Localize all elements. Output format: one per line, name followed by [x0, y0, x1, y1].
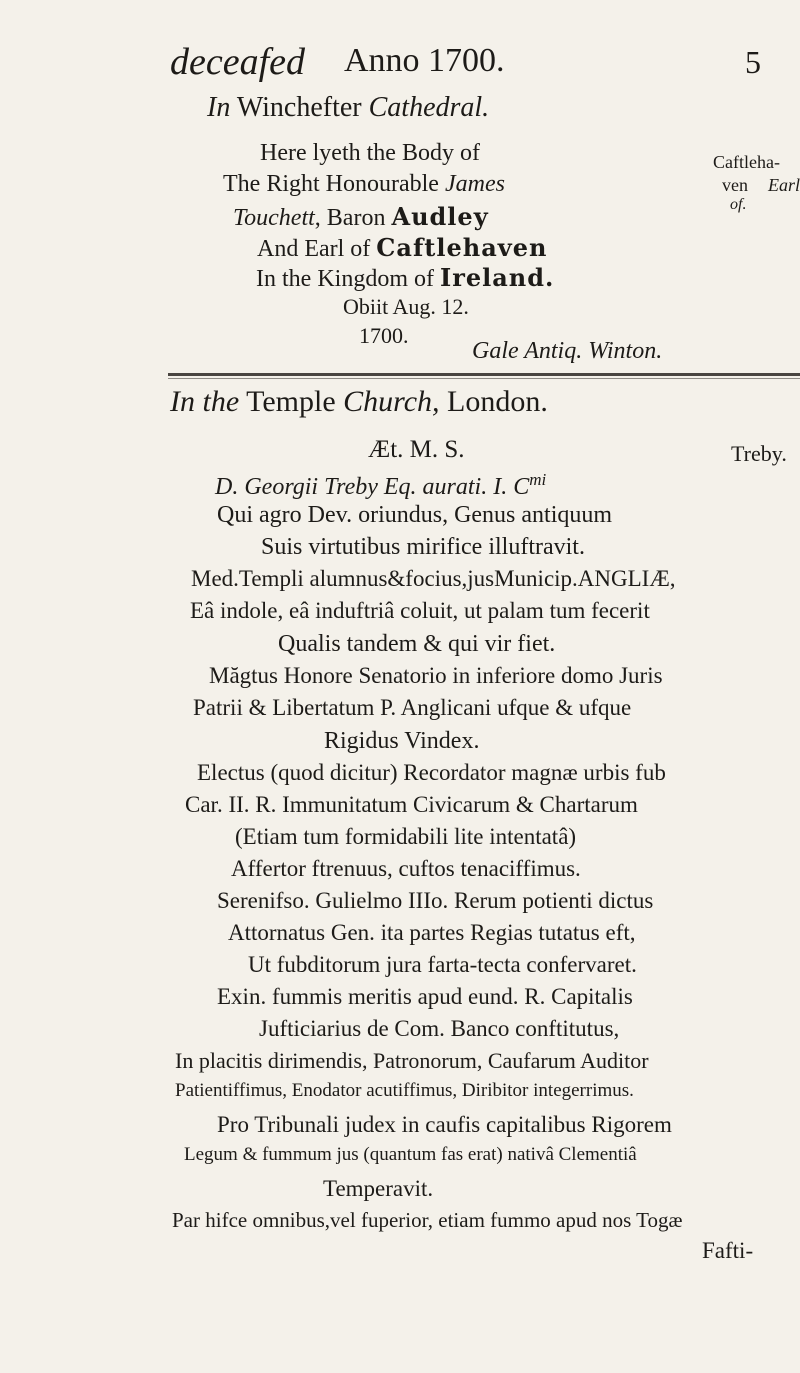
epitaph2-line-2 — [215, 470, 546, 501]
epitaph2-line-12: Car. II. R. Immunitatum Civicarum & Chartarum — [185, 792, 638, 817]
epitaph2-line-9: Patrii & Libertatum P. Anglicani ufque & ufque — [193, 695, 632, 720]
section2-heading-temple: Temple — [246, 385, 336, 418]
margin-note-4: of. — [730, 196, 747, 213]
section-divider — [168, 373, 800, 376]
epitaph1-line-1-text: Here lyeth the Body of — [260, 140, 480, 166]
epitaph2-line-19: Jufticiarius de Com. Banco conftitutus, — [259, 1016, 620, 1041]
epitaph1-line-7-text: 1700. — [359, 323, 409, 348]
epitaph1-line-7 — [359, 323, 409, 349]
epitaph2-line-21: Patientiffimus, Enodator acutiffimus, Diribitor integerrimus. — [175, 1080, 634, 1101]
epitaph2-line-18: Exin. fummis meritis apud eund. R. Capitalis — [217, 984, 633, 1009]
epitaph2-line-5: Med.Templi alumnus&focius,jusMunicip.ANGLIÆ, — [191, 566, 676, 591]
epitaph1-line-3-text: , Baron — [314, 205, 392, 231]
epitaph2-line-22: Pro Tribunali judex in caufis capitalibus Rigorem — [217, 1112, 672, 1137]
epitaph2-line-4: Suis virtutibus mirifice illuftravit. — [261, 534, 585, 560]
epitaph2-superscript: mi — [529, 470, 547, 489]
margin-note-3: Earl — [768, 175, 800, 195]
epitaph1-line-5-text: In the Kingdom of — [256, 266, 440, 292]
epitaph2-line-6: Eâ indole, eâ induftriâ coluit, ut palam tum fecerit — [190, 598, 650, 623]
epitaph1-line-6 — [343, 294, 469, 320]
epitaph1-source: Gale Antiq. Winton. — [472, 338, 663, 364]
section2-heading-in: In the — [170, 385, 240, 418]
epitaph1-line-2 — [223, 171, 505, 198]
epitaph2-line-13: (Etiam tum formidabili lite intentatâ) — [235, 824, 577, 849]
margin-note-1: Caftleha- — [713, 152, 780, 172]
epitaph2-line-14: Affertor ftrenuus, cuftos tenaciffimus. — [231, 856, 581, 881]
epitaph1-line-3-blackletter: Audley — [391, 202, 489, 231]
epitaph2-line-3: Qui agro Dev. oriundus, Genus antiquum — [217, 502, 613, 528]
epitaph2-line-2-text: D. Georgii Treby Eq. aurati. I. C — [215, 474, 530, 500]
epitaph1-line-4-blackletter: Caftlehaven — [376, 233, 548, 262]
margin-note-treby: Treby. — [731, 441, 787, 466]
section1-heading — [207, 92, 489, 124]
epitaph2-line-7: Qualis tandem & qui vir fiet. — [278, 631, 556, 657]
epitaph2-line-8: Măgtus Honore Senatorio in inferiore domo Juris — [209, 663, 663, 688]
epitaph1-line-2-italic: James — [444, 171, 505, 197]
epitaph2-line-1: Æt. M. S. — [368, 436, 465, 463]
margin-note-2: ven — [722, 175, 748, 195]
epitaph2-line-16: Attornatus Gen. ita partes Regias tutatus eft, — [228, 920, 636, 945]
section1-heading-place: Cathedral. — [368, 92, 490, 123]
catchword: Fafti- — [702, 1238, 754, 1263]
epitaph1-line-4 — [257, 233, 547, 263]
section2-heading-city: London. — [447, 385, 548, 418]
epitaph2-line-25: Par hifce omnibus,vel fuperior, etiam fummo apud nos Togæ — [172, 1208, 683, 1232]
epitaph2-line-23: Legum & fummum jus (quantum fas erat) nativâ Clementiâ — [184, 1144, 637, 1165]
section1-heading-city: Winchefter — [236, 92, 362, 123]
epitaph2-line-24: Temperavit. — [323, 1176, 434, 1201]
epitaph1-line-5-blackletter: Ireland. — [439, 263, 555, 292]
epitaph2-line-15: Serenifso. Gulielmo IIIo. Rerum potienti dictus — [217, 888, 654, 913]
section-divider-thin — [168, 378, 800, 379]
epitaph1-line-3-italic: Touchett — [233, 205, 315, 231]
epitaph1-line-6-text: Obiit Aug. 12. — [343, 294, 469, 319]
page-number: 5 — [745, 44, 761, 80]
section2-heading-place: Church, — [343, 385, 440, 418]
running-head-italic: deceafed — [170, 41, 306, 83]
epitaph1-line-4-text: And Earl of — [257, 236, 377, 262]
epitaph2-line-11: Electus (quod dicitur) Recordator magnæ urbis fub — [197, 760, 666, 785]
section1-heading-in: In — [207, 92, 231, 123]
section2-heading — [170, 385, 548, 419]
epitaph2-line-20: In placitis dirimendis, Patronorum, Caufarum Auditor — [175, 1048, 649, 1073]
epitaph2-line-17: Ut fubditorum jura farta-tecta confervaret. — [248, 952, 637, 977]
epitaph2-line-10: Rigidus Vindex. — [324, 728, 480, 754]
epitaph1-line-2-text: The Right Honourable — [223, 171, 445, 197]
running-head-year: Anno 1700. — [344, 42, 505, 79]
epitaph1-line-1 — [260, 140, 480, 167]
epitaph1-line-3 — [233, 202, 489, 232]
epitaph1-line-5 — [256, 263, 554, 293]
